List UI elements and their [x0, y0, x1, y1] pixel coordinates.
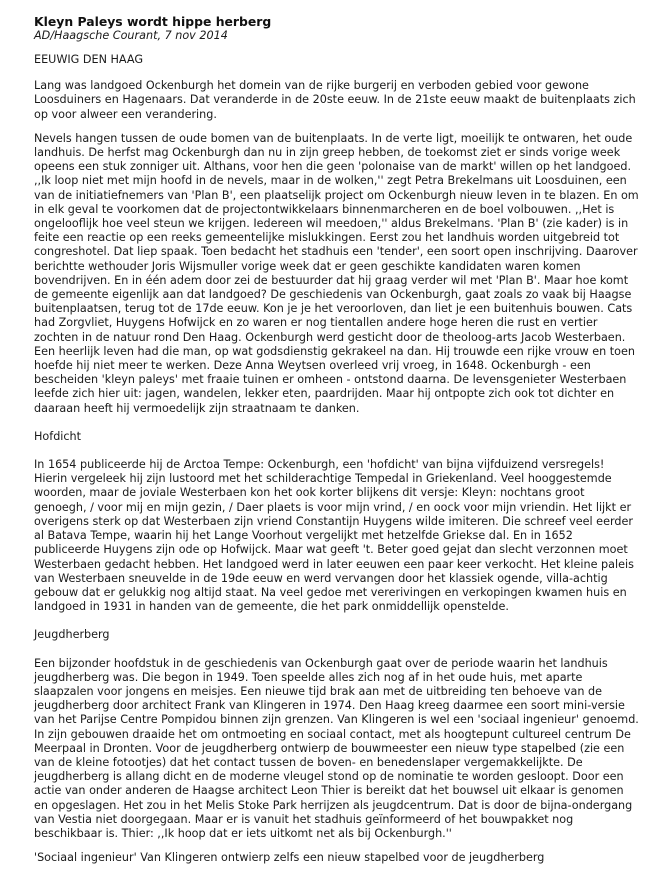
- article-kicker: EEUWIG DEN HAAG: [34, 53, 144, 66]
- photo-caption: 'Sociaal ingenieur' Van Klingeren ontwierp zelfs een nieuw stapelbed voor de jeugdherberg: [34, 851, 545, 865]
- article-headline: Kleyn Paleys wordt hippe herberg: [34, 14, 272, 29]
- article: [34, 14, 640, 865]
- section-heading-jeugdherberg: Jeugdherberg: [34, 628, 110, 642]
- section-heading-hofdicht: Hofdicht: [34, 429, 82, 443]
- article-source: AD/Haagsche Courant, 7 nov 2014: [34, 29, 228, 42]
- article-body-paragraph: Nevels hangen tussen de oude bomen van de buitenplaats. In de verte ligt, moeilijk te ontwaren, het oude landhuis. De herfst mag Ockenburgh dan nu in zijn greep hebben, de toekomst ziet er sinds vorige week opeens een stuk zonniger uit. Althans, voor hen die geen 'polonaise van de markt' willen op het landgoed. ,,Ik loop niet met mijn hoofd in de nevels, maar in de wolken,'' zegt Petra Brekelmans uit Loosduinen, een van de initiatiefnemers van 'Plan B', een plaatselijk project om Ockenburgh nieuw leven in te blazen. En om in elk geval te voorkomen dat de projectontwikkelaars binnenmarcheren en de boel volbouwen. ,,Het is ongelooflijk hoe veel steun we krijgen. Iedereen wil meedoen,'' aldus Brekelmans. 'Plan B' (zie kader) is in feite een reactie op een reeks gemeentelijke mislukkingen. Eerst zou het landhuis worden uitgebreid tot congreshotel. Dat liep spaak. Toen bedacht het stadhuis een 'tender', een soort open inschrijving. Daarover berichtte wethouder Joris Wijsmuller vorige week dat er geen geschikte kandidaten waren komen bovendrijven. En in één adem door zei de bestuurder dat hij graag verder wil met 'Plan B'. Maar hoe komt de gemeente eigenlijk aan dat landgoed? De geschiedenis van Ockenburgh, gaat zoals zo vaak bij Haagse buitenplaatsen, terug tot de 17de eeuw. Kon je je het veroorloven, dan liet je een buitenhuis bouwen. Cats had Zorgvliet, Huygens Hofwijck en zo waren er nog tientallen andere hoge heren die rust en vertier zochten in de natuur rond Den Haag. Ockenburgh werd gesticht door de theoloog-arts Jacob Westerbaen. Een heerlijk leven had die man, op wat godsdienstig gekrakeel na dan. Hij trouwde een rijke vrouw en toen hoefde hij niet meer te werken. Deze Anna Weytsen overleed vrij vroeg, in 1648. Ockenburgh - een bescheiden 'kleyn paleys' met fraaie tuinen er omheen - ontstond daarna. De levensgenieter Westerbaen leefde zich hier uit: jagen, wandelen, lekker eten, paardrijden. Maar hij ontpopte zich ook tot dichter en daaraan heeft hij vermoedelijk zijn straatnaam te danken.: [34, 131, 639, 415]
- article-body-paragraph: In 1654 publiceerde hij de Arctoa Tempe: Ockenburgh, een 'hofdicht' van bijna vijfduizend versregels! Hierin vergeleek hij zijn lustoord met het schilderachtige Tempedal in Griekenland. Veel hooggestemde woorden, maar de joviale Westerbaen kon het ook korter blijkens dit versje: Kleyn: nochtans groot genoegh, / voor mij en mijn gezin, / Daer plaets is voor mijn vrind, / en oock voor mijn vriendin. Het lijkt er overigens sterk op dat Westerbaen zijn vriend Constantijn Huygens wilde imiteren. Die schreef veel eerder al Batava Tempe, waarin hij het Lange Voorhout vergelijkt met hetzelfde Griekse dal. En in 1652 publiceerde Huygens zijn ode op Hofwijck. Maar wat geeft 't. Beter goed gejat dan slecht verzonnen moet Westerbaen gedacht hebben. Het landgoed werd in later eeuwen een paar keer verkocht. Het kleine paleis van Westerbaen sneuvelde in de 19de eeuw en werd vervangen door het klassiek ogende, villa-achtig gebouw dat er gelukkig nog altijd staat. Na veel gedoe met vererivingen en verkopingen kwamen huis en landgoed in 1931 in handen van de gemeente, die het park onmiddellijk openstelde.: [34, 458, 634, 614]
- article-body-paragraph: Een bijzonder hoofdstuk in de geschiedenis van Ockenburgh gaat over de periode waarin het landhuis jeugdherberg was. Die begon in 1949. Toen speelde alles zich nog af in het oude huis, met aparte slaapzalen voor jongens en meisjes. Een nieuwe tijd brak aan met de uitbreiding ten behoeve van de jeugdherberg door architect Frank van Klingeren in 1974. Den Haag kreeg daarmee een soort mini-versie van het Parijse Centre Pompidou binnen zijn grenzen. Van Klingeren is wel een 'sociaal ingenieur' genoemd. In zijn gebouwen draaide het om ontmoeting en sociaal contact, met als hoogtepunt cultureel centrum De Meerpaal in Dronten. Voor de jeugdherberg ontwierp de bouwmeester een nieuw type stapelbed (zie een van de kleine fotootjes) dat het contact tussen de boven- en benedenslaper vergemakkelijkte. De jeugdherberg is allang dicht en de moderne vleugel stond op de nominatie te worden gesloopt. Door een actie van onder anderen de Haagse architect Leon Thier is bereikt dat het bouwsel uit elkaar is genomen en opgeslagen. Het zou in het Melis Stoke Park herrijzen als jeugdcentrum. Dat is door de bijna-ondergang van Vestia niet doorgegaan. Maar er is vanuit het stadhuis geïnformeerd of het bouwpakket nog beschikbaar is. Thier: ,,Ik hoop dat er iets uitkomt net als bij Ockenburgh.'': [34, 656, 639, 840]
- article-intro: Lang was landgoed Ockenburgh het domein van de rijke burgerij en verboden gebied voor gewone Loosduiners en Hagenaars. Dat veranderde in de 20ste eeuw. In de 21ste eeuw maakt de buitenplaats zich op voor alweer een verandering.: [34, 79, 636, 121]
